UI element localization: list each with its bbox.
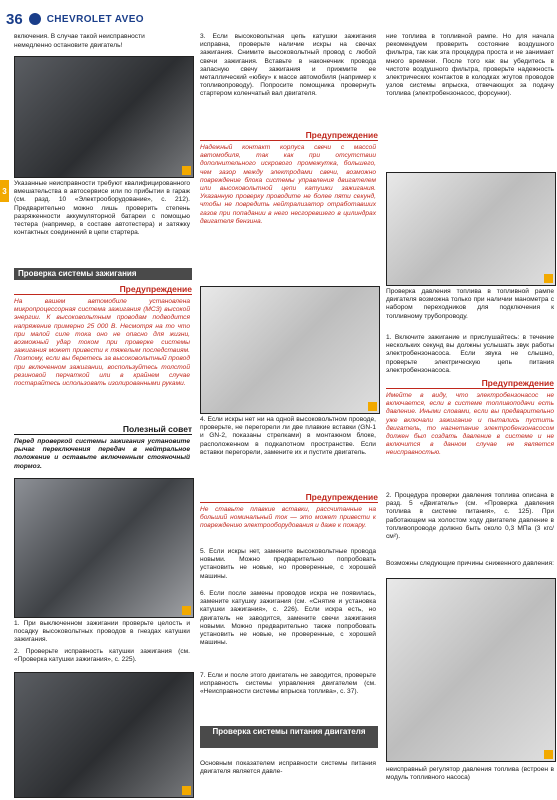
col1-step-2: 2. Проверьте исправность катушки зажигания (см. «Проверка катушки зажигания», с. 225).	[14, 648, 190, 664]
section-fuel-heading: Проверка системы питания двигателя	[200, 726, 378, 748]
photo-marker-icon	[544, 750, 553, 759]
pressure-gauge-photo	[386, 172, 556, 286]
warning-1-title: Предупреждение	[14, 284, 192, 295]
photo-marker-icon	[182, 786, 191, 795]
page-header	[6, 10, 144, 28]
col3-step-2: 2. Процедура проверки давления топлива описана в разд. 5 «Двигатель» (см. «Проверка давления топлива в системе питания», с. 125). При работающем на холостом ходу двигателе давление в топливопроводе должно быть около 0,3 МПа (3 кгс/см²).	[386, 492, 554, 541]
tip-body: Перед проверкой системы зажигания установите рычаг переключения передач в нейтральное положение и оставьте включенным стояночный тормоз.	[14, 438, 190, 470]
col2-fuel-paragraph: Основным показателем исправности системы питания двигателя является давле-	[200, 760, 376, 776]
photo-marker-icon	[368, 402, 377, 411]
warning-1-body: На вашем автомобиле установлена микропроцессорная система зажигания (МСЗ) высокой энергии. К высоковольтным проводам подводится напряжение примерно 25 000 В. Несмотря на то что при малой силе тока оно не опасно для жизни, возможный удар током при проверке системы зажигания может привести к тяжелым последствиям. Поэтому, если вы беретесь за высоковольтный провод при включенном зажигании, воспользуйтесь толстой резиновой перчаткой или в крайнем случае постарайтесь использовать изолированными руками.	[14, 298, 190, 388]
tip-title: Полезный совет	[14, 424, 192, 435]
col1-paragraph-top-a: включения. В случае такой неисправности	[14, 33, 145, 40]
starter-photo	[14, 56, 194, 178]
col2-step-4: 4. Если искры нет ни на одной высоковольтном проводе, проверьте, не перегорели ли две плавкие вставки (GN-1 и GN-2, показаны стрелками) в монтажном блоке, расположенном в подкапотном пространстве. Если вставки перегорели, замените их и пустите двигатель.	[200, 416, 376, 456]
brand-title: CHEVROLET AVEO	[46, 13, 144, 25]
engine-wires-photo	[14, 672, 194, 798]
photo-marker-icon	[182, 166, 191, 175]
chevrolet-logo-icon	[29, 13, 41, 25]
chapter-tab: 3	[0, 180, 9, 202]
warning-4-body: Имейте в виду, что электробензонасос не включается, если в системе топливоподачи есть давление. Иными словами, если вы предварительно уже включали зажигание и пытались пустить двигатель, то нагнетание электробензонасосом должен был создать давление в системе и не включится в данном случае не является неисправностью.	[386, 392, 554, 457]
page-number: 36	[6, 10, 23, 28]
col2-step-5: 5. Если искры нет, замените высоковольтные провода новыми. Можно предварительно попробовать установить не новые, но проверенные, с хорошей машины.	[200, 548, 376, 580]
fuel-pump-module-photo	[386, 578, 556, 762]
ignition-coil-photo	[14, 478, 194, 618]
fuse-block-photo	[200, 286, 380, 414]
warning-2-body: Надежный контакт корпуса свечи с массой автомобиля, так как при отсутствии дополнительного искрового промежутка, большего, чем зазор между электродами свечи, возможно повреждение блока системы управления двигателем или высоковольтной цепи катушки зажигания. Указанную проверку проводите не более пяти секунд, чтобы не повредить нейтрализатор отработавших газов при попадании в него несгоревшего в цилиндрах двигателя бензина.	[200, 144, 376, 225]
warning-2-title: Предупреждение	[200, 130, 378, 141]
col2-step-3: 3. Если высоковольтная цепь катушки зажигания исправна, проверьте наличие искры на свечах зажигания. Снимите высоковольтный провод с любой свечи зажигания. Вставьте в наконечник провода запасную свечу зажигания и прижмите ее металлический «юбку» к массе автомобиля (например к топливопроводу). Попросите помощника провернуть стартером коленчатый вал двигателя.	[200, 33, 376, 98]
col3-causes-paragraph: Возможны следующие причины сниженного давления:	[386, 560, 554, 567]
section-ignition-heading: Проверка системы зажигания	[14, 268, 192, 280]
col2-step-6: 6. Если после замены проводов искра не появилась, замените катушку зажигания (см. «Снятие и установка катушки зажигания», с. 226). Если искра есть, но двигатель не заводится, замените свечи зажигания новыми. Можно предварительно также попробовать установить не новые, не проверенные, с хорошей машины.	[200, 590, 376, 647]
photo-marker-icon	[182, 606, 191, 615]
warning-3-title: Предупреждение	[200, 492, 378, 503]
col3-caption: неисправный регулятор давления топлива (встроен в модуль топливного насоса)	[386, 766, 554, 782]
col3-paragraph-top: ние топлива в топливной рампе. Но для начала рекомендуем проверить состояние воздушного фильтра, так как эта процедура проста и не занимает много времени. После того как вы убедитесь в чистоте воздушного фильтра, проверьте надежность электрических контактов в колодках жгутов проводов узлов системы впрыска, отвечающих за подачу топлива (электробензонасос, форсунки).	[386, 33, 554, 98]
photo-marker-icon	[544, 274, 553, 283]
col3-gauge-paragraph: Проверка давления топлива в топливной рампе двигателя возможна только при наличии манометра с набором переходников для подключения к топливному трубопроводу.	[386, 288, 554, 320]
warning-3-body: Не ставьте плавкие вставки, рассчитанные на больший номинальный ток — это может привести к повреждению электрооборудования и даже к пожару.	[200, 506, 376, 530]
col1-step-1: 1. При выключенном зажигании проверьте целость и посадку высоковольтных проводов в гнездах катушки зажигания.	[14, 620, 190, 644]
col2-step-7: 7. Если и после этого двигатель не заводится, проверьте исправность системы управления двигателем (см. «Неисправности системы впрыска топлива», с. 37).	[200, 672, 376, 696]
col1-fault-paragraph: Указанные неисправности требуют квалифицированного вмешательства в автосервисе или по прибытии в гараж (см. разд. 10 «Электрооборудование», с. 212). Предварительно можно лишь проверить степень разряженности аккумуляторной батареи с помощью тестера (например, в составе автотестера) и затяжку контактных соединений в цепи стартера.	[14, 180, 190, 237]
col3-step-1: 1. Включите зажигание и прислушайтесь: в течение нескольких секунд вы должны услышать звук работы электробензонасоса. Если звука не слышно, проверьте электрическую цепь питания электробензонасоса.	[386, 334, 554, 374]
warning-4-title: Предупреждение	[386, 378, 554, 389]
col1-paragraph-top-b: немедленно остановите двигатель!	[14, 42, 123, 49]
